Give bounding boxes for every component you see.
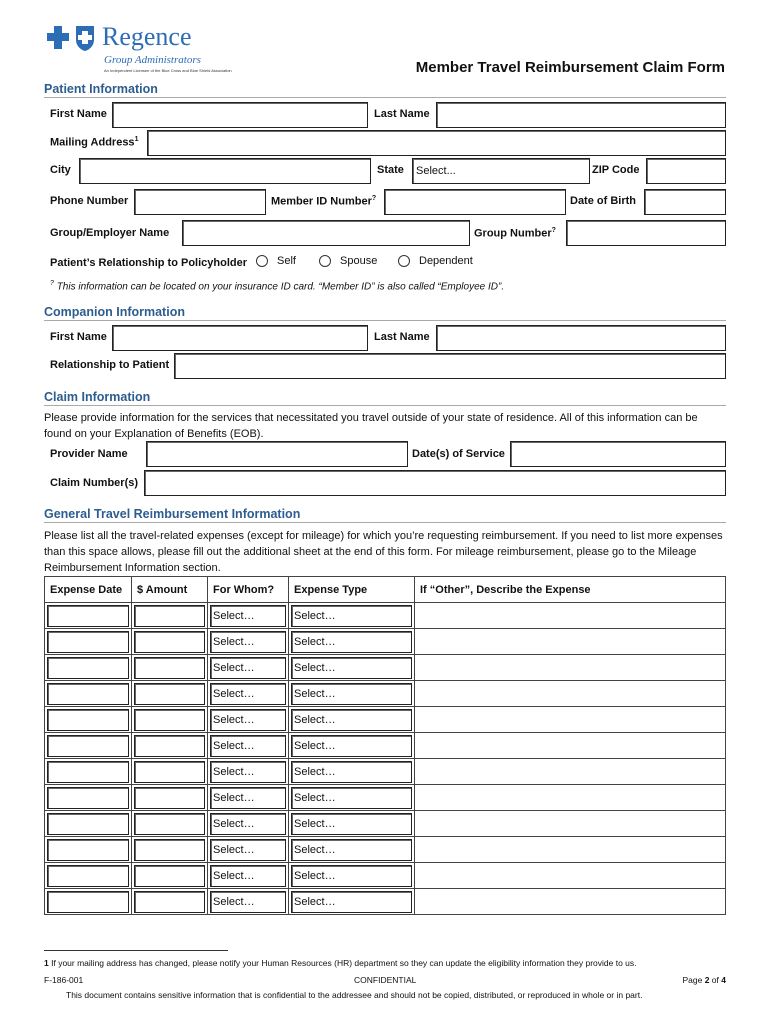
col-expense-date: Expense Date <box>45 577 132 603</box>
table-cell <box>208 889 289 915</box>
table-cell <box>208 811 289 837</box>
city-input[interactable] <box>79 158 371 184</box>
sub-brand: Group Administrators <box>104 54 201 66</box>
expense-header-row <box>45 577 726 603</box>
group-number-label <box>474 227 556 240</box>
expense-type-select[interactable]: Select… <box>291 787 412 809</box>
group-number-input[interactable] <box>566 220 726 246</box>
table-cell <box>132 863 208 889</box>
footnote-rule <box>44 950 228 951</box>
table-cell <box>132 759 208 785</box>
table-cell <box>45 889 132 915</box>
for-whom-select[interactable]: Select… <box>210 891 286 913</box>
for-whom-select[interactable]: Select… <box>210 761 286 783</box>
for-whom-select[interactable]: Select… <box>210 813 286 835</box>
patient-section-title: Patient Information <box>44 82 726 98</box>
table-cell <box>208 603 289 629</box>
table-row <box>45 707 726 733</box>
col-expense-type: Expense Type <box>289 577 415 603</box>
table-cell <box>45 603 132 629</box>
describe-expense-input[interactable] <box>415 759 726 785</box>
patient-first-name-label: First Name <box>50 108 107 120</box>
expense-date-input[interactable] <box>47 631 129 653</box>
companion-relationship-label: Relationship to Patient <box>50 359 170 371</box>
expense-type-select[interactable]: Select… <box>291 865 412 887</box>
radio-dependent[interactable] <box>398 255 410 267</box>
amount-input[interactable] <box>134 631 205 653</box>
describe-expense-input[interactable] <box>415 707 726 733</box>
expense-type-select[interactable]: Select… <box>291 605 412 627</box>
page-total: 4 <box>721 975 726 985</box>
table-cell <box>132 733 208 759</box>
logo <box>46 24 236 76</box>
patient-last-name-label: Last Name <box>374 108 430 120</box>
for-whom-select[interactable]: Select… <box>210 787 286 809</box>
expense-date-input[interactable] <box>47 761 129 783</box>
companion-last-name-input[interactable] <box>436 325 726 351</box>
id-note-sup: ? <box>50 280 54 287</box>
table-cell <box>132 837 208 863</box>
table-cell <box>289 655 415 681</box>
confidential-label: CONFIDENTIAL <box>354 975 417 985</box>
table-cell <box>289 837 415 863</box>
table-cell <box>208 655 289 681</box>
for-whom-select[interactable]: Select… <box>210 735 286 757</box>
group-number-sup: ? <box>551 227 556 234</box>
table-cell <box>132 785 208 811</box>
radio-spouse[interactable] <box>319 255 331 267</box>
expense-type-select[interactable]: Select… <box>291 709 412 731</box>
table-cell <box>289 811 415 837</box>
expense-date-input[interactable] <box>47 735 129 757</box>
amount-input[interactable] <box>134 761 205 783</box>
dob-label: Date of Birth <box>570 195 636 207</box>
companion-section-title: Companion Information <box>44 305 726 321</box>
table-row <box>45 759 726 785</box>
expense-type-select[interactable]: Select… <box>291 813 412 835</box>
table-cell <box>289 785 415 811</box>
state-label: State <box>377 164 404 176</box>
table-row <box>45 863 726 889</box>
table-row <box>45 629 726 655</box>
amount-input[interactable] <box>134 605 205 627</box>
table-cell <box>45 863 132 889</box>
zip-input[interactable] <box>646 158 726 184</box>
table-row <box>45 811 726 837</box>
amount-input[interactable] <box>134 813 205 835</box>
cross-shield-icon <box>46 24 100 52</box>
mailing-address-text: Mailing Address <box>50 136 135 149</box>
footnote-num: 1 <box>44 958 49 968</box>
table-cell <box>289 759 415 785</box>
describe-expense-input[interactable] <box>415 733 726 759</box>
relationship-label: Patient’s Relationship to Policyholder <box>50 257 248 269</box>
companion-relationship-input[interactable] <box>174 353 726 379</box>
table-cell <box>132 811 208 837</box>
table-cell <box>45 629 132 655</box>
member-id-sup: ? <box>371 195 377 202</box>
expense-type-select[interactable]: Select… <box>291 891 412 913</box>
for-whom-select[interactable]: Select… <box>210 683 286 705</box>
for-whom-select[interactable]: Select… <box>210 865 286 887</box>
amount-input[interactable] <box>134 683 205 705</box>
for-whom-select[interactable]: Select… <box>210 605 286 627</box>
table-cell <box>289 889 415 915</box>
expense-table-body <box>45 603 726 915</box>
for-whom-select[interactable]: Select… <box>210 657 286 679</box>
group-employer-label: Group/Employer Name <box>50 227 170 239</box>
table-cell <box>45 811 132 837</box>
general-section-title: General Travel Reimbursement Information <box>44 507 726 523</box>
radio-self-label: Self <box>277 255 296 267</box>
table-row <box>45 655 726 681</box>
tagline: An Independent Licensee of the Blue Cross and Blue Shield Association <box>104 68 232 73</box>
expense-type-select[interactable]: Select… <box>291 839 412 861</box>
id-note-text: This information can be located on your insurance ID card. “Member ID” is also called “Employee ID”. <box>56 281 505 293</box>
col-amount: $ Amount <box>132 577 208 603</box>
form-code: F-186-001 <box>44 975 84 985</box>
table-cell <box>208 837 289 863</box>
dates-label: Date(s) of Service <box>412 448 505 460</box>
claim-numbers-label: Claim Number(s) <box>50 477 139 489</box>
table-cell <box>45 785 132 811</box>
companion-first-name-label: First Name <box>50 331 107 343</box>
member-id-label <box>271 195 376 208</box>
provider-label: Provider Name <box>50 448 128 460</box>
patient-last-name-input[interactable] <box>436 102 726 128</box>
table-cell <box>208 629 289 655</box>
zip-label: ZIP Code <box>592 164 640 176</box>
describe-expense-input[interactable] <box>415 681 726 707</box>
state-select[interactable]: Select... <box>412 158 590 184</box>
table-cell <box>208 707 289 733</box>
radio-dependent-label: Dependent <box>419 255 473 267</box>
amount-input[interactable] <box>134 839 205 861</box>
table-cell <box>132 629 208 655</box>
table-cell <box>208 681 289 707</box>
general-intro: Please list all the travel-related expenses (except for mileage) for which you’re requesting reimbursement. If you need to list more expenses than this space allows, please fill out the additional sheet at the end of this form. For mileage reimbursement, please go to the Mileage Reimbursement Information section. <box>44 530 723 574</box>
dates-input[interactable] <box>510 441 726 467</box>
group-number-text: Group Number <box>474 227 552 240</box>
describe-expense-input[interactable] <box>415 603 726 629</box>
page-number <box>682 975 726 985</box>
member-id-input[interactable] <box>384 189 566 215</box>
group-employer-input[interactable] <box>182 220 470 246</box>
provider-input[interactable] <box>146 441 408 467</box>
phone-label: Phone Number <box>50 195 129 207</box>
table-cell <box>45 759 132 785</box>
table-row <box>45 785 726 811</box>
table-row <box>45 603 726 629</box>
expense-type-select[interactable]: Select… <box>291 683 412 705</box>
expense-date-input[interactable] <box>47 787 129 809</box>
patient-first-name-input[interactable] <box>112 102 368 128</box>
expense-type-select[interactable]: Select… <box>291 631 412 653</box>
mailing-address-sup: 1 <box>134 136 139 143</box>
claim-section-title: Claim Information <box>44 390 726 406</box>
companion-first-name-input[interactable] <box>112 325 368 351</box>
table-cell <box>289 681 415 707</box>
expense-date-input[interactable] <box>47 891 129 913</box>
claim-intro: Please provide information for the services that necessitated you travel outside of your state of residence. All of this information can be found on your Explanation of Benefits (EOB). <box>44 412 698 440</box>
claim-numbers-input[interactable] <box>144 470 726 496</box>
page-num: 2 <box>704 975 710 985</box>
col-describe: If “Other”, Describe the Expense <box>415 577 726 603</box>
table-cell <box>45 707 132 733</box>
table-cell <box>208 863 289 889</box>
table-cell <box>208 785 289 811</box>
expense-type-select[interactable]: Select… <box>291 735 412 757</box>
city-label: City <box>50 164 71 176</box>
table-cell <box>45 837 132 863</box>
table-cell <box>289 707 415 733</box>
describe-expense-input[interactable] <box>415 655 726 681</box>
describe-expense-input[interactable] <box>415 785 726 811</box>
expense-date-input[interactable] <box>47 605 129 627</box>
for-whom-select[interactable]: Select… <box>210 839 286 861</box>
table-cell <box>132 889 208 915</box>
table-cell <box>289 603 415 629</box>
phone-input[interactable] <box>134 189 266 215</box>
table-row <box>45 733 726 759</box>
brand-name: Regence <box>102 22 192 51</box>
radio-self[interactable] <box>256 255 268 267</box>
expense-table <box>44 576 726 915</box>
form-title: Member Travel Reimbursement Claim Form <box>415 59 725 76</box>
page-of: of <box>711 975 719 985</box>
col-for-whom: For Whom? <box>208 577 289 603</box>
describe-expense-input[interactable] <box>415 863 726 889</box>
mailing-address-input[interactable] <box>147 130 726 156</box>
footnote-text: If your mailing address has changed, please notify your Human Resources (HR) department so they can update the eligibility information they provide to us. <box>51 958 637 968</box>
expense-date-input[interactable] <box>47 657 129 679</box>
footnote <box>44 958 637 968</box>
table-cell <box>45 681 132 707</box>
amount-input[interactable] <box>134 657 205 679</box>
describe-expense-input[interactable] <box>415 889 726 915</box>
expense-date-input[interactable] <box>47 865 129 887</box>
dob-input[interactable] <box>644 189 726 215</box>
amount-input[interactable] <box>134 709 205 731</box>
expense-type-select[interactable]: Select… <box>291 761 412 783</box>
table-cell <box>45 655 132 681</box>
amount-input[interactable] <box>134 865 205 887</box>
amount-input[interactable] <box>134 735 205 757</box>
table-cell <box>45 733 132 759</box>
id-note <box>50 280 504 292</box>
table-cell <box>208 759 289 785</box>
table-cell <box>289 629 415 655</box>
expense-date-input[interactable] <box>47 839 129 861</box>
table-row <box>45 837 726 863</box>
table-cell <box>289 733 415 759</box>
for-whom-select[interactable]: Select… <box>210 631 286 653</box>
table-row <box>45 889 726 915</box>
describe-expense-input[interactable] <box>415 837 726 863</box>
table-cell <box>132 655 208 681</box>
describe-expense-input[interactable] <box>415 811 726 837</box>
expense-date-input[interactable] <box>47 683 129 705</box>
for-whom-select[interactable]: Select… <box>210 709 286 731</box>
amount-input[interactable] <box>134 787 205 809</box>
mailing-address-label <box>50 136 138 149</box>
table-cell <box>132 681 208 707</box>
member-id-text: Member ID Number <box>271 195 372 208</box>
page-label: Page <box>682 975 703 985</box>
table-cell <box>289 863 415 889</box>
describe-expense-input[interactable] <box>415 629 726 655</box>
table-cell <box>208 733 289 759</box>
disclaimer: This document contains sensitive information that is confidential to the addressee and should not be copied, distributed, or reproduced in whole or in part. <box>66 990 643 1000</box>
expense-type-select[interactable]: Select… <box>291 657 412 679</box>
expense-date-input[interactable] <box>47 813 129 835</box>
table-cell <box>132 603 208 629</box>
companion-last-name-label: Last Name <box>374 331 430 343</box>
table-cell <box>132 707 208 733</box>
amount-input[interactable] <box>134 891 205 913</box>
table-row <box>45 681 726 707</box>
expense-date-input[interactable] <box>47 709 129 731</box>
radio-spouse-label: Spouse <box>340 255 378 267</box>
